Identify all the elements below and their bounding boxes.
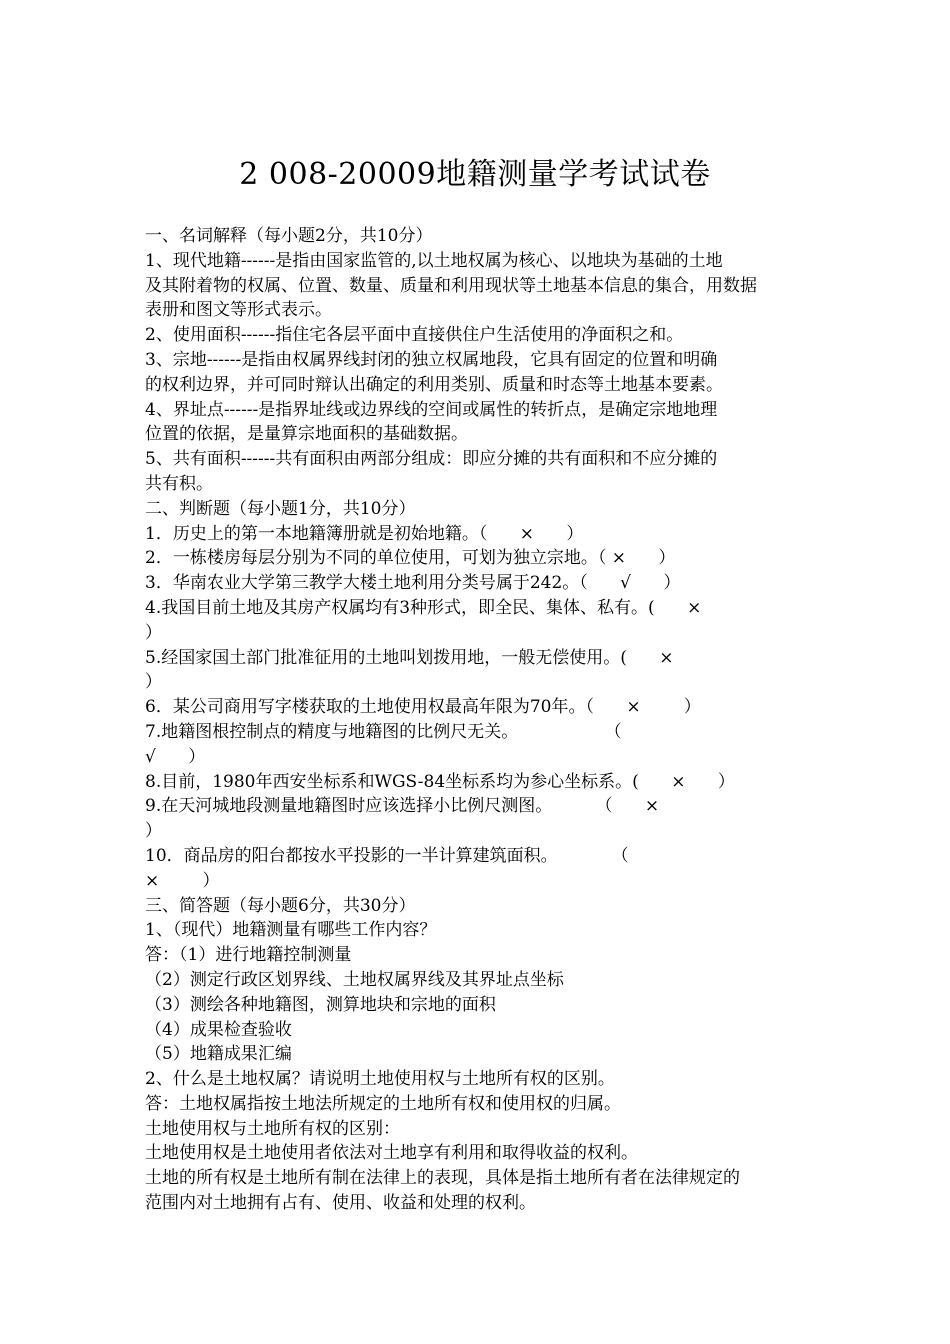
text-line: 答：（1）进行地籍控制测量 [145,945,352,966]
page-title: 2 008-20009地籍测量学考试试卷 [239,157,711,192]
text-line: 1．历史上的第一本地籍簿册就是初始地籍。（ × ） [145,523,584,544]
text-line: 1、现代地籍------是指由国家监管的,以土地权属为核心、以地块为基础的土地 [145,250,723,271]
text-line: 范围内对土地拥有占有、使用、收益和处理的权利。 [145,1193,536,1214]
text-line: 8.目前，1980年西安坐标系和WGS-84坐标系均为参心坐标系。( × ） [145,771,735,792]
section-heading: 二、判断题（每小题1分，共10分） [145,498,416,519]
text-line: ） [145,821,162,842]
text-line: 土地使用权与土地所有权的区别： [145,1118,400,1139]
text-line: 1、（现代）地籍测量有哪些工作内容？ [145,920,437,941]
text-line: 土地使用权是土地使用者依法对土地享有利用和取得收益的权利。 [145,1143,638,1164]
text-line: 3、宗地------是指由权属界线封闭的独立权属地段，它具有固定的位置和明确 [145,349,718,370]
text-line: ） [145,672,162,693]
section-heading: 三、简答题（每小题6分，共30分） [145,895,416,916]
text-line: 2、什么是土地权属？请说明土地使用权与土地所有权的区别。 [145,1069,615,1090]
text-line: 5.经国家国土部门批准征用的土地叫划拨用地，一般无偿使用。( × [145,647,674,668]
text-line: 4、界址点------是指界址线或边界线的空间或属性的转折点，是确定宗地地理 [145,399,718,420]
text-line: 6．某公司商用写字楼获取的土地使用权最高年限为70年。（ × ） [145,697,701,718]
text-line: 答：土地权属指按土地法所规定的土地所有权和使用权的归属。 [145,1093,621,1114]
text-line: 位置的依据，是量算宗地面积的基础数据。 [145,424,468,445]
text-line: 表册和图文等形式表示。 [145,300,332,321]
text-line: √ ） [145,746,206,767]
text-line: 及其附着物的权属、位置、数量、质量和利用现状等土地基本信息的集合，用数据 [145,275,757,296]
text-line: 2、使用面积------指住宅各层平面中直接供住户生活使用的净面积之和。 [145,325,684,346]
text-line: 3．华南农业大学第三教学大楼土地利用分类号属于242。（ √ ） [145,573,681,594]
section-heading: 一、名词解释（每小题2分，共10分） [145,226,433,246]
text-line: ） [145,622,162,643]
document-body [145,224,813,1216]
text-line: 土地的所有权是土地所有制在法律上的表现，具体是指土地所有者在法律规定的 [145,1168,740,1189]
text-line: （5）地籍成果汇编 [145,1044,292,1065]
text-line: （2）测定行政区划界线、土地权属界线及其界址点坐标 [145,969,564,990]
text-line: 10．商品房的阳台都按水平投影的一半计算建筑面积。 （ [145,845,629,866]
text-line: 9.在天河城地段测量地籍图时应该选择小比例尺测图。 （ × [145,796,660,817]
text-line: 共有积。 [145,473,213,494]
text-line: × ） [145,870,220,891]
text-line: 2．一栋楼房每层分别为不同的单位使用，可划为独立宗地。（ × ） [145,548,676,569]
text-line: 5、共有面积------共有面积由两部分组成：即应分摊的共有面积和不应分摊的 [145,449,718,470]
text-line: （4）成果检查验收 [145,1019,292,1040]
text-line: 的权利边界，并可同时辩认出确定的利用类别、质量和时态等土地基本要素。 [145,374,723,395]
text-line: 4.我国目前土地及其房产权属均有3种形式，即全民、集体、私有。( × [145,597,702,618]
text-line: 7.地籍图根控制点的精度与地籍图的比例尺无关。 （ [145,721,622,742]
text-line: （3）测绘各种地籍图，测算地块和宗地的面积 [145,994,496,1015]
